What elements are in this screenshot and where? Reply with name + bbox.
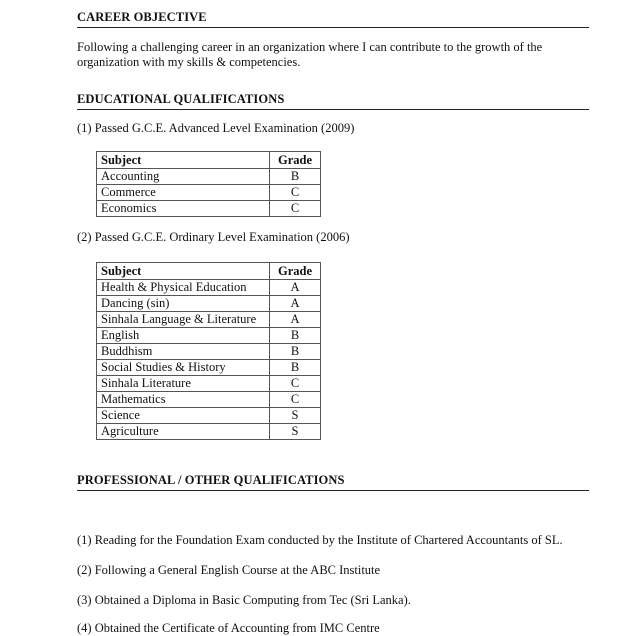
subject-cell: Buddhism: [97, 344, 270, 360]
table-row: [97, 408, 321, 424]
subject-cell: Agriculture: [97, 424, 270, 440]
qualification-item: (1) Reading for the Foundation Exam conducted by the Institute of Chartered Accountants of SL.: [77, 533, 563, 547]
table-row: [97, 392, 321, 408]
table-header-row: [97, 263, 321, 280]
professional-qualifications-heading: PROFESSIONAL / OTHER QUALIFICATIONS: [77, 473, 589, 491]
grade-cell: S: [270, 408, 321, 424]
qualification-item: (3) Obtained a Diploma in Basic Computing from Tec (Sri Lanka).: [77, 593, 411, 607]
ol-grades-table: [96, 262, 321, 440]
grade-cell: B: [270, 344, 321, 360]
grade-cell: B: [270, 169, 321, 185]
table-row: [97, 328, 321, 344]
grade-cell: C: [270, 201, 321, 217]
subject-cell: Sinhala Literature: [97, 376, 270, 392]
qualification-item: (2) Following a General English Course at the ABC Institute: [77, 563, 381, 577]
table-row: [97, 169, 321, 185]
career-objective-line-2: organization with my skills & competencies.: [77, 55, 301, 69]
grade-cell: A: [270, 312, 321, 328]
table-row: [97, 360, 321, 376]
grade-cell: C: [270, 392, 321, 408]
table-row: [97, 344, 321, 360]
subject-cell: Sinhala Language & Literature: [97, 312, 270, 328]
ol-exam-title: (2) Passed G.C.E. Ordinary Level Examination (2006): [77, 230, 350, 244]
grade-cell: S: [270, 424, 321, 440]
grade-cell: C: [270, 376, 321, 392]
grade-header: Grade: [270, 152, 321, 169]
career-objective-line-1: Following a challenging career in an organization where I can contribute to the growth of the: [77, 40, 543, 54]
grade-header: Grade: [270, 263, 321, 280]
career-objective-heading: CAREER OBJECTIVE: [77, 10, 589, 28]
subject-header: Subject: [97, 263, 270, 280]
subject-cell: Mathematics: [97, 392, 270, 408]
subject-cell: Accounting: [97, 169, 270, 185]
qualification-item: (4) Obtained the Certificate of Accounting from IMC Centre: [77, 621, 380, 635]
table-row: [97, 185, 321, 201]
table-row: [97, 424, 321, 440]
subject-cell: Economics: [97, 201, 270, 217]
educational-qualifications-heading: EDUCATIONAL QUALIFICATIONS: [77, 92, 589, 110]
subject-cell: Health & Physical Education: [97, 280, 270, 296]
subject-cell: English: [97, 328, 270, 344]
subject-cell: Commerce: [97, 185, 270, 201]
grade-cell: C: [270, 185, 321, 201]
grade-cell: B: [270, 360, 321, 376]
grade-cell: B: [270, 328, 321, 344]
table-row: [97, 201, 321, 217]
subject-header: Subject: [97, 152, 270, 169]
subject-cell: Dancing (sin): [97, 296, 270, 312]
grade-cell: A: [270, 280, 321, 296]
table-header-row: [97, 152, 321, 169]
grade-cell: A: [270, 296, 321, 312]
table-row: [97, 280, 321, 296]
al-grades-table: [96, 151, 321, 217]
table-row: [97, 376, 321, 392]
table-row: [97, 296, 321, 312]
table-row: [97, 312, 321, 328]
al-exam-title: (1) Passed G.C.E. Advanced Level Examination (2009): [77, 121, 355, 135]
subject-cell: Social Studies & History: [97, 360, 270, 376]
subject-cell: Science: [97, 408, 270, 424]
